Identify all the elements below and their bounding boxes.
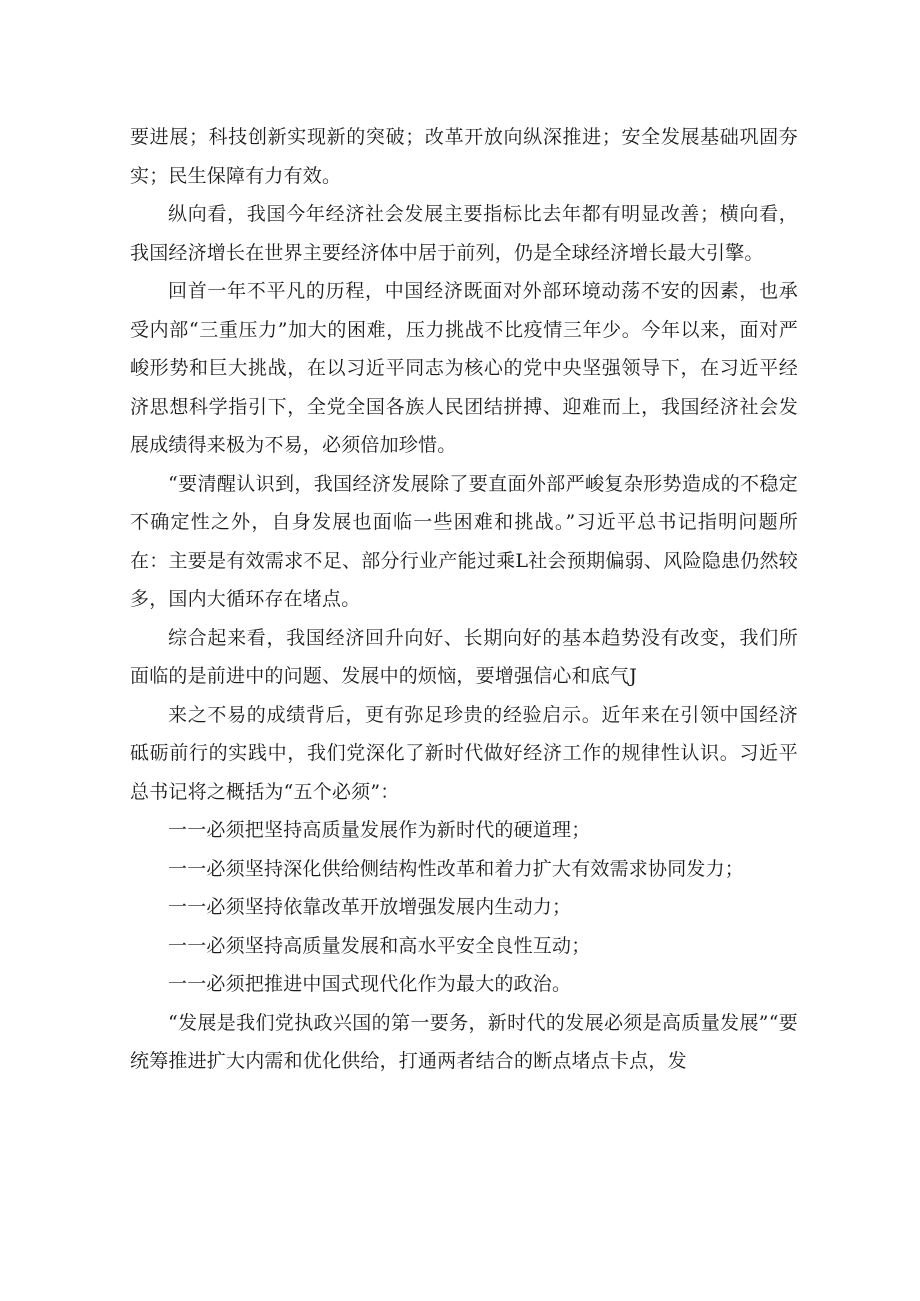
paragraph-summary: 综合起来看，我国经济回升向好、长期向好的基本趋势没有改变，我们所面临的是前进中的问题、发展中的烦恼，要增强信心和底气J [130, 626, 798, 687]
paragraph-continuation: 要进展；科技创新实现新的突破；改革开放向纵深推进；安全发展基础巩固夯实；民生保障有力有效。 [130, 126, 798, 187]
paragraph-experience: 来之不易的成绩背后，更有弥足珍贵的经验启示。近年来在引领中国经济砥砺前行的实践中，我们党深化了新时代做好经济工作的规律性认识。习近平总书记将之概括为“五个必须”： [130, 703, 798, 803]
list-item-must-3: 一一必须坚持依靠改革开放增强发展内生动力； [168, 896, 572, 918]
paragraph-development-quote: “发展是我们党执政兴国的第一要务，新时代的发展必须是高质量发展”“要统筹推进扩大内需和优化供给，打通两者结合的断点堵点卡点，发 [130, 1011, 798, 1072]
paragraph-review: 回首一年不平凡的历程，中国经济既面对外部环境动荡不安的因素，也承受内部“三重压力”加大的困难，压力挑战不比疫情三年少。今年以来，面对严峻形势和巨大挑战，在以习近平同志为核心的党中央坚强领导下，在习近平经济思想科学指引下，全党全国各族人民团结拼搏、迎难而上，我国经济社会发展成绩得来极为不易，必须倍加珍惜。 [130, 280, 798, 456]
document-body [130, 118, 798, 1081]
list-item-must-4: 一一必须坚持高质量发展和高水平安全良性互动； [168, 934, 591, 957]
paragraph-indicators: 纵向看，我国今年经济社会发展主要指标比去年都有明显改善；横向看，我国经济增长在世界主要经济体中居于前列，仍是全球经济增长最大引擎。 [130, 203, 798, 264]
list-item-must-1: 一一必须把坚持高质量发展作为新时代的硬道理； [168, 819, 591, 841]
list-item-must-5: 一一必须把推进中国式现代化作为最大的政治。 [168, 973, 572, 995]
paragraph-challenges-quote: “要清醒认识到，我国经济发展除了要直面外部严峻复杂形势造成的不稳定不确定性之外，自身发展也面临一些困难和挑战。”习近平总书记指明问题所在：主要是有效需求不足、部分行业产能过乘L社会预期偏弱、风险隐患仍然较多，国内大循环存在堵点。 [130, 472, 798, 610]
list-item-must-2: 一一必须坚持深化供给侧结构性改革和着力扩大有效需求协同发力； [168, 857, 745, 880]
